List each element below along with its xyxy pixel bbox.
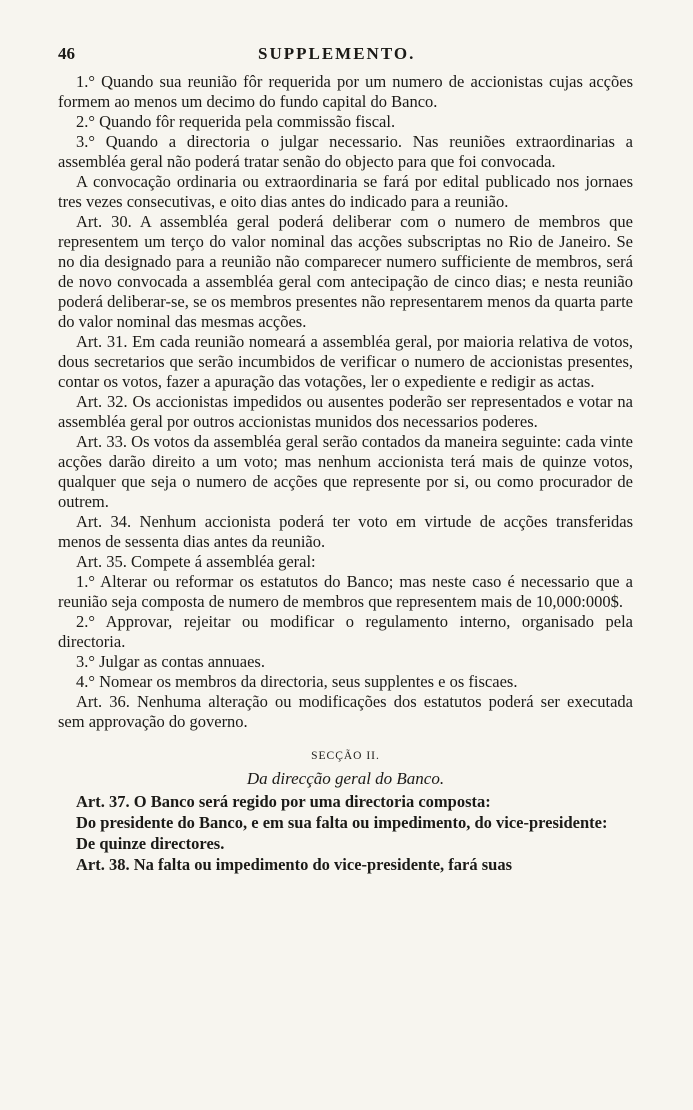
bold-section [58,791,633,875]
section-subtitle: Da direcção geral do Banco. [246,769,445,788]
paragraph-art-37: Art. 37. O Banco será regido por uma directoria composta: [76,792,491,811]
paragraph: A convocação ordinaria ou extraordinaria se fará por edital publicado nos jornaes tres vezes consecutivas, e oito dias antes do indicado para a reunião. [58,172,633,211]
paragraph: De quinze directores. [76,834,225,853]
paragraph: 3.° Quando a directoria o julgar necessario. Nas reuniões extraordinarias a assembléa geral não poderá tratar senão do objecto para que foi convocada. [58,132,633,171]
body-text [58,72,633,875]
paragraph-art-31: Art. 31. Em cada reunião nomeará a assembléa geral, por maioria relativa de votos, dous secretarios que serão incumbidos de verificar o numero de accionistas presentes, contar os votos, fazer a apuração das votações, ler o expediente e redigir as actas. [58,332,633,391]
paragraph: 2.° Quando fôr requerida pela commissão fiscal. [76,112,396,131]
page-number: 46 [58,44,75,63]
paragraph-art-38: Art. 38. Na falta ou impedimento do vice-presidente, fará suas [76,855,512,874]
page-header [58,44,633,66]
paragraph-art-33: Art. 33. Os votos da assembléa geral serão contados da maneira seguinte: cada vinte acções darão direito a um voto; mas nenhum accionista terá mais de quinze votos, qualquer que seja o numero de acções que represente por si, ou como procurador de outrem. [58,432,633,511]
paragraph-art-36: Art. 36. Nenhuma alteração ou modificações dos estatutos poderá ser executada sem approvação do governo. [58,692,633,731]
section-label: SECÇÃO II. [311,750,380,762]
paragraph-art-30: Art. 30. A assembléa geral poderá deliberar com o numero de membros que representem um terço do valor nominal das acções subscriptas no Rio de Janeiro. Se no dia designado para a reunião não comparecer numero sufficiente de membros, será de novo convocada a assembléa geral com antecipação de cinco dias; e nesta reunião poderá deliberar-se, se os membros presentes não representarem menos da quarta parte do valor nominal das mesmas acções. [58,212,633,331]
paragraph: 1.° Quando sua reunião fôr requerida por um numero de accionistas cujas acções formem ao menos um decimo do fundo capital do Banco. [58,72,633,111]
paragraph: Do presidente do Banco, e em sua falta ou impedimento, do vice-presidente: [76,813,608,832]
paragraph: 2.° Approvar, rejeitar ou modificar o regulamento interno, organisado pela directoria. [58,612,633,651]
running-title: SUPPLEMENTO. [258,44,416,63]
paragraph-art-35: Art. 35. Compete á assembléa geral: [76,552,316,571]
paragraph-art-34: Art. 34. Nenhum accionista poderá ter voto em virtude de acções transferidas menos de sessenta dias antes da reunião. [58,512,633,551]
paragraph: 1.° Alterar ou reformar os estatutos do Banco; mas neste caso é necessario que a reunião seja composta de numero de membros que representem mais de 10,000:000$. [58,572,633,611]
paragraph-art-32: Art. 32. Os accionistas impedidos ou ausentes poderão ser representados e votar na assembléa geral por outros accionistas munidos dos necessarios poderes. [58,392,633,431]
paragraph: 3.° Julgar as contas annuaes. [76,652,265,671]
paragraph: 4.° Nomear os membros da directoria, seus supplentes e os fiscaes. [76,672,518,691]
